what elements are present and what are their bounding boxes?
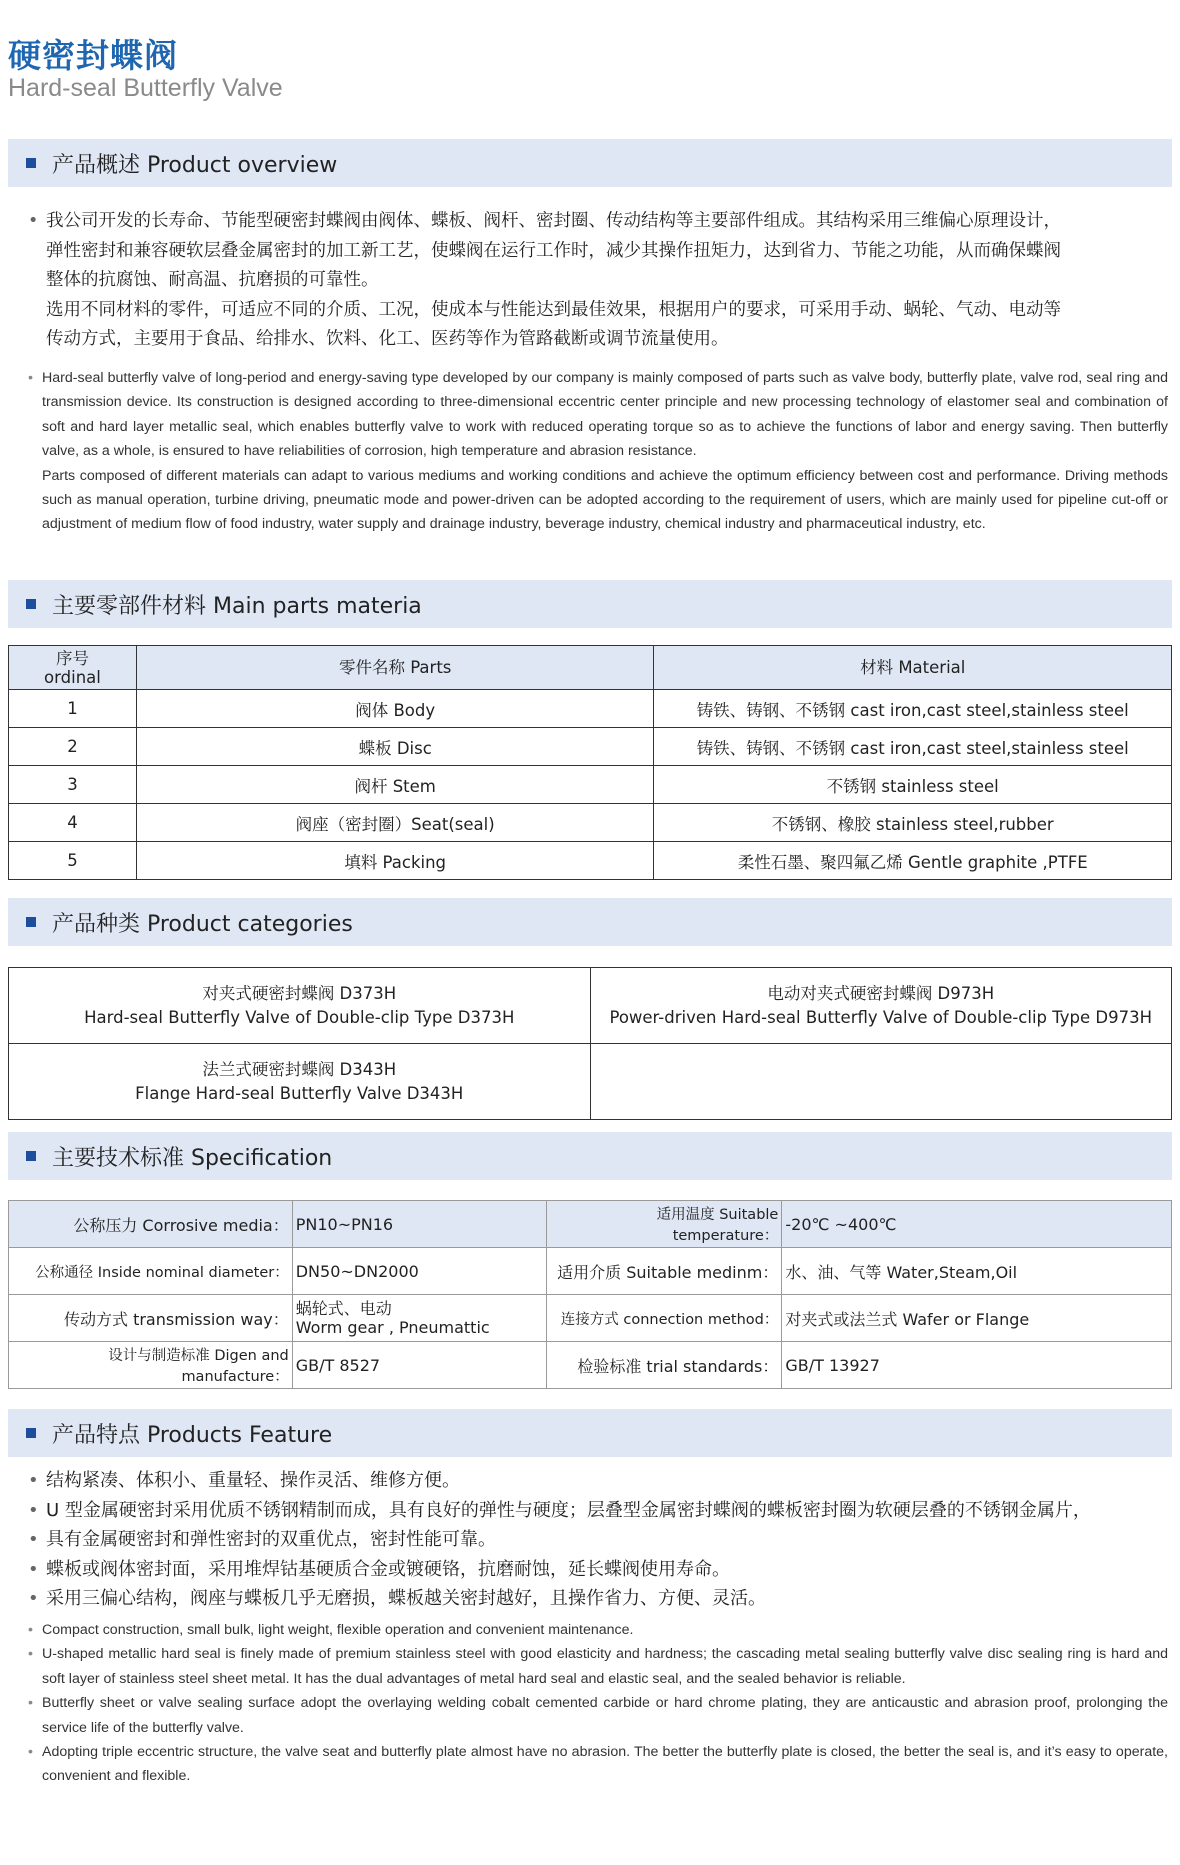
- table-row: [9, 1201, 1172, 1248]
- table-row: [9, 690, 1172, 728]
- section-title: 产品特点 Products Feature: [52, 1422, 333, 1448]
- spec-key: 检验标准 trial standards：: [546, 1342, 782, 1389]
- features-cn-list: [28, 1466, 1168, 1614]
- cell-material: 铸铁、铸钢、不锈钢 cast iron,cast steel,stainless steel: [654, 690, 1172, 728]
- spec-key: 连接方式 connection method：: [546, 1295, 782, 1342]
- cell-part: 阀座（密封圈）Seat(seal): [136, 804, 654, 842]
- category-cell: 法兰式硬密封蝶阀 D343H Flange Hard-seal Butterfly Valve D343H: [9, 1044, 591, 1120]
- bullet-icon: •: [28, 1588, 39, 1609]
- parts-table: [8, 645, 1172, 880]
- section-header-categories: [8, 898, 1172, 946]
- section-header-features: [8, 1409, 1172, 1457]
- cell-part: 蝶板 Disc: [136, 728, 654, 766]
- cell-material: 不锈钢、橡胶 stainless steel,rubber: [654, 804, 1172, 842]
- bullet-icon: •: [28, 1558, 39, 1580]
- spec-key: 适用温度 Suitable temperature：: [546, 1201, 782, 1248]
- square-bullet-icon: [26, 599, 36, 609]
- list-item: • 蝶板或阀体密封面，采用堆焊钴基硬质合金或镀硬铬，抗磨耐蚀，延长蝶阀使用寿命。: [28, 1555, 1168, 1585]
- list-item: • Butterfly sheet or valve sealing surface adopt the overlaying welding cobalt cemented carbide or hard chrome plating, they are anticaustic and abrasion proof, prolonging the service life of the butterfly valve.: [28, 1691, 1168, 1740]
- text-line: 传动方式，主要用于食品、给排水、饮料、化工、医药等作为管路截断或调节流量使用。: [46, 329, 729, 349]
- section-header-spec: [8, 1132, 1172, 1180]
- square-bullet-icon: [26, 158, 36, 168]
- list-item: • U 型金属硬密封采用优质不锈钢精制而成，具有良好的弹性与硬度；层叠型金属密封蝶阀的蝶板密封圈为软硬层叠的不锈钢金属片，: [28, 1496, 1168, 1526]
- bullet-icon: •: [28, 1529, 39, 1550]
- square-bullet-icon: [26, 917, 36, 927]
- spec-value: GB/T 8527: [292, 1342, 546, 1389]
- column-header-parts: 零件名称 Parts: [136, 646, 654, 690]
- table-row: [9, 1295, 1172, 1342]
- cell-part: 阀杆 Stem: [136, 766, 654, 804]
- list-item: • Compact construction, small bulk, light weight, flexible operation and convenient maintenance.: [28, 1618, 1168, 1642]
- category-cell: 电动对夹式硬密封蝶阀 D973H Power-driven Hard-seal Butterfly Valve of Double-clip Type D973H: [590, 968, 1172, 1044]
- bullet-icon: •: [28, 370, 33, 386]
- table-row: [9, 968, 1172, 1044]
- category-cell-empty: [590, 1044, 1172, 1120]
- table-row: [9, 842, 1172, 880]
- spec-key: 适用介质 Suitable medinm：: [546, 1248, 782, 1295]
- page-title: 硬密封蝶阀: [8, 36, 178, 75]
- text-line: 弹性密封和兼容硬软层叠金属密封的加工新工艺，使蝶阀在运行工作时，减少其操作扭矩力，达到省力、节能之功能，从而确保蝶阀: [46, 240, 1061, 261]
- bullet-icon: •: [28, 1744, 33, 1761]
- spec-value: GB/T 13927: [782, 1342, 1172, 1389]
- paragraph: Parts composed of different materials can adapt to various mediums and working conditions and achieve the optimum efficiency between cost and performance. Driving methods such as manual operation, turbine driving, pneumatic mode and power-driven can be adopted according to the requirement of users, which are mainly used for pipeline cut-off or adjustment of medium flow of food industry, water supply and drainage industry, beverage industry, chemical industry and pharmaceutical industry, etc.: [42, 467, 1168, 533]
- spec-value: 对夹式或法兰式 Wafer or Flange: [782, 1295, 1172, 1342]
- cell-part: 阀体 Body: [136, 690, 654, 728]
- bullet-icon: •: [28, 1646, 33, 1663]
- table-row: [9, 1342, 1172, 1389]
- list-item: • 采用三偏心结构，阀座与蝶板几乎无磨损，蝶板越关密封越好，且操作省力、方便、灵活。: [28, 1584, 1168, 1614]
- overview-en-text: [28, 366, 1168, 537]
- category-cell: 对夹式硬密封蝶阀 D373H Hard-seal Butterfly Valve of Double-clip Type D373H: [9, 968, 591, 1044]
- bullet-icon: •: [28, 211, 39, 231]
- section-title: 主要零部件材料 Main parts materia: [52, 593, 422, 619]
- bullet-icon: •: [28, 1470, 39, 1491]
- spec-value: 蜗轮式、电动 Worm gear , Pneumattic: [292, 1295, 546, 1342]
- cell-material: 不锈钢 stainless steel: [654, 766, 1172, 804]
- bullet-icon: •: [28, 1622, 33, 1638]
- square-bullet-icon: [26, 1151, 36, 1161]
- spec-value: DN50~DN2000: [292, 1248, 546, 1295]
- table-row: [9, 766, 1172, 804]
- spec-key: 设计与制造标准 Digen and manufacture：: [9, 1342, 293, 1389]
- table-row: [9, 1248, 1172, 1295]
- spec-value: PN10~PN16: [292, 1201, 546, 1248]
- table-row: [9, 804, 1172, 842]
- cell-material: 柔性石墨、聚四氟乙烯 Gentle graphite ,PTFE: [654, 842, 1172, 880]
- section-title: 产品种类 Product categories: [52, 911, 353, 937]
- cell-ordinal: 3: [9, 766, 137, 804]
- categories-table: [8, 967, 1172, 1120]
- spec-key: 公称通径 Inside nominal diameter：: [9, 1248, 293, 1295]
- section-title: 主要技术标准 Specification: [52, 1145, 333, 1171]
- spec-value: 水、油、气等 Water,Steam,Oil: [782, 1248, 1172, 1295]
- features-en-list: [28, 1618, 1168, 1789]
- spec-key: 传动方式 transmission way：: [9, 1295, 293, 1342]
- spec-value: -20℃ ~400℃: [782, 1201, 1172, 1248]
- bullet-icon: •: [28, 1499, 39, 1521]
- paragraph: • Hard-seal butterfly valve of long-period and energy-saving type developed by our company is mainly composed of parts such as valve body, butterfly plate, valve rod, seal ring and transmission device. Its construction is designed according to three-dimensional eccentric center principle and new processing technology of elastomer seal and combination of soft and hard layer metallic seal, which enables butterfly valve to work with reduced operating torque so as to achieve the functions of labor and energy saving. Then butterfly valve, as a whole, is ensured to have reliabilities of corrosion, high temperature and abrasion resistance.: [28, 366, 1168, 464]
- cell-ordinal: 2: [9, 728, 137, 766]
- list-item: • 具有金属硬密封和弹性密封的双重优点，密封性能可靠。: [28, 1525, 1168, 1555]
- spec-key: 公称压力 Corrosive media：: [9, 1201, 293, 1248]
- section-header-parts: [8, 580, 1172, 628]
- cell-material: 铸铁、铸钢、不锈钢 cast iron,cast steel,stainless steel: [654, 728, 1172, 766]
- section-header-overview: [8, 139, 1172, 187]
- bullet-icon: •: [28, 1695, 33, 1712]
- page-subtitle: Hard-seal Butterfly Valve: [8, 74, 283, 102]
- cell-ordinal: 4: [9, 804, 137, 842]
- cell-ordinal: 5: [9, 842, 137, 880]
- spec-table: [8, 1200, 1172, 1389]
- table-row: [9, 1044, 1172, 1120]
- text-line: 整体的抗腐蚀、耐高温、抗磨损的可靠性。: [46, 270, 379, 290]
- cell-ordinal: 1: [9, 690, 137, 728]
- cell-part: 填料 Packing: [136, 842, 654, 880]
- square-bullet-icon: [26, 1428, 36, 1438]
- section-title: 产品概述 Product overview: [52, 152, 338, 178]
- column-header-material: 材料 Material: [654, 646, 1172, 690]
- list-item: • Adopting triple eccentric structure, the valve seat and butterfly plate almost have no abrasion. The better the butterfly plate is closed, the better the seal is, and it’s easy to operate, convenient and flexible.: [28, 1740, 1168, 1789]
- overview-cn-text: [28, 207, 1168, 355]
- table-row: [9, 728, 1172, 766]
- table-header-row: [9, 646, 1172, 690]
- column-header-ordinal: 序号 ordinal: [9, 646, 137, 690]
- text-line: 选用不同材料的零件，可适应不同的介质、工况，使成本与性能达到最佳效果，根据用户的要求，可采用手动、蜗轮、气动、电动等: [46, 299, 1061, 320]
- list-item: • 结构紧凑、体积小、重量轻、操作灵活、维修方便。: [28, 1466, 1168, 1496]
- list-item: • U-shaped metallic hard seal is finely made of premium stainless steel with good elasticity and hardness; the cascading metal sealing butterfly valve disc sealing ring is hard and soft layer of stainless steel sheet metal. It has the dual advantages of metal hard seal and elastic seal, and the sealed behavior is reliable.: [28, 1642, 1168, 1691]
- text-line: • 我公司开发的长寿命、节能型硬密封蝶阀由阀体、蝶板、阀杆、密封圈、传动结构等主要部件组成。其结构采用三维偏心原理设计，: [28, 207, 1168, 237]
